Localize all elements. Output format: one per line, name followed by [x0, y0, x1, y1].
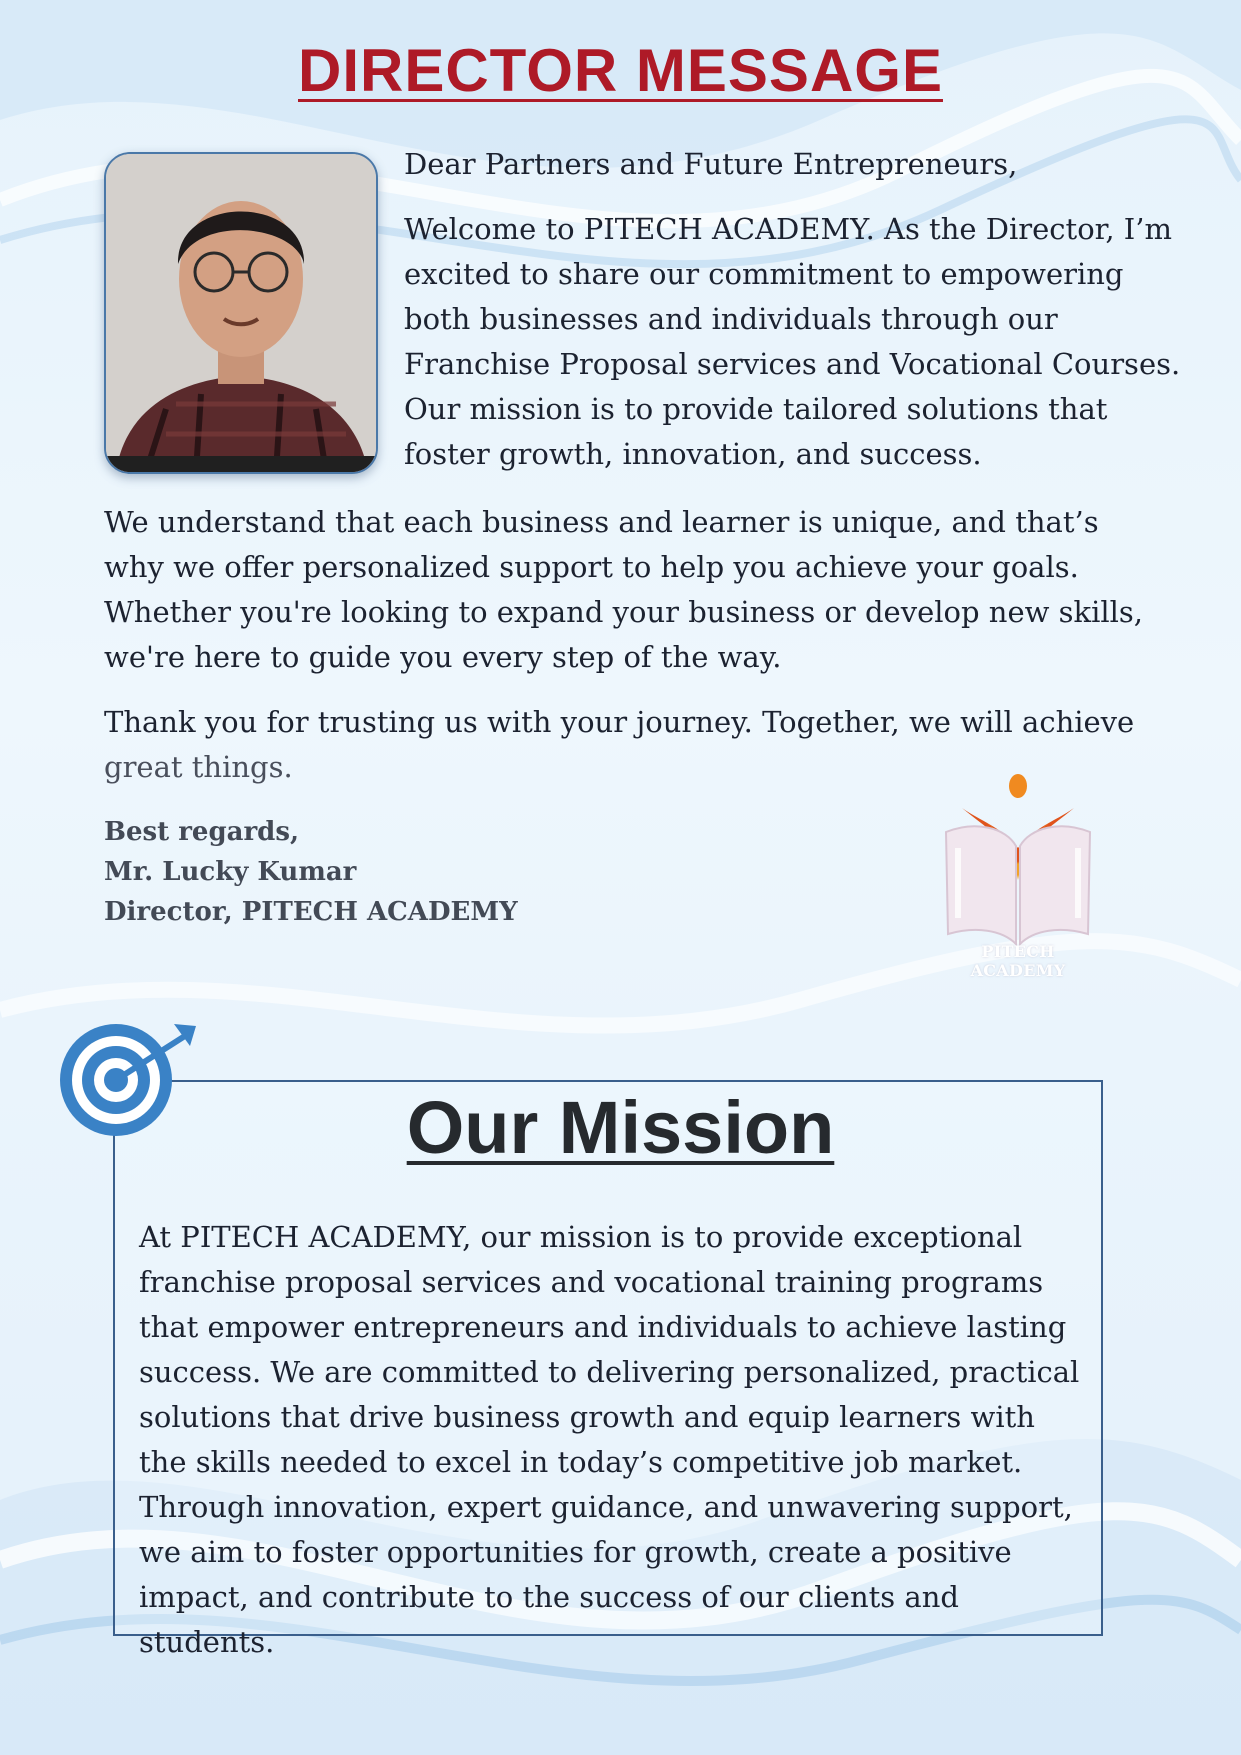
letter-paragraph-3-main: Thank you for trusting us with your journey. Together, we will achieve	[104, 705, 1135, 739]
letter-paragraph-3-tail: great things.	[104, 750, 293, 784]
mission-title: Our Mission	[406, 1086, 835, 1169]
portrait-icon	[106, 154, 376, 472]
page-title: DIRECTOR MESSAGE	[298, 37, 943, 104]
director-photo	[104, 152, 378, 474]
mission-body: At PITECH ACADEMY, our mission is to provide exceptional franchise proposal services and vocational training programs that empower entrepreneurs and individuals to achieve lasting success. We are committed to delivering personalized, practical solutions that drive business growth and equip learners with the skills needed to excel in today’s competitive job market. Through innovation, expert guidance, and unwavering support, we aim to foster opportunities for growth, create a positive impact, and contribute to the success of our clients and students.	[139, 1220, 1080, 1659]
logo-text: PITECH ACADEMY	[970, 942, 1066, 980]
letter-paragraph-2: We understand that each business and learner is unique, and that’s why we offer personalized support to help you achieve your goals. Whether you're looking to expand your business or develop new skills, we're here to guide you every step of the way.	[104, 505, 1144, 674]
letter-intro	[404, 142, 1184, 477]
signoff-name: Mr. Lucky Kumar	[104, 857, 357, 887]
signoff-closing: Best regards,	[104, 817, 300, 847]
letter-paragraph-1: Welcome to PITECH ACADEMY. As the Director, I’m excited to share our commitment to empowering both businesses and individuals through our Franchise Proposal services and Vocational Courses. Our mission is to provide tailored solutions that foster growth, innovation, and success.	[404, 212, 1181, 471]
signoff-role: Director, PITECH ACADEMY	[104, 897, 518, 927]
letter-greeting: Dear Partners and Future Entrepreneurs,	[404, 147, 1018, 181]
book-person-logo-icon	[936, 768, 1100, 968]
signoff-block	[104, 812, 518, 932]
